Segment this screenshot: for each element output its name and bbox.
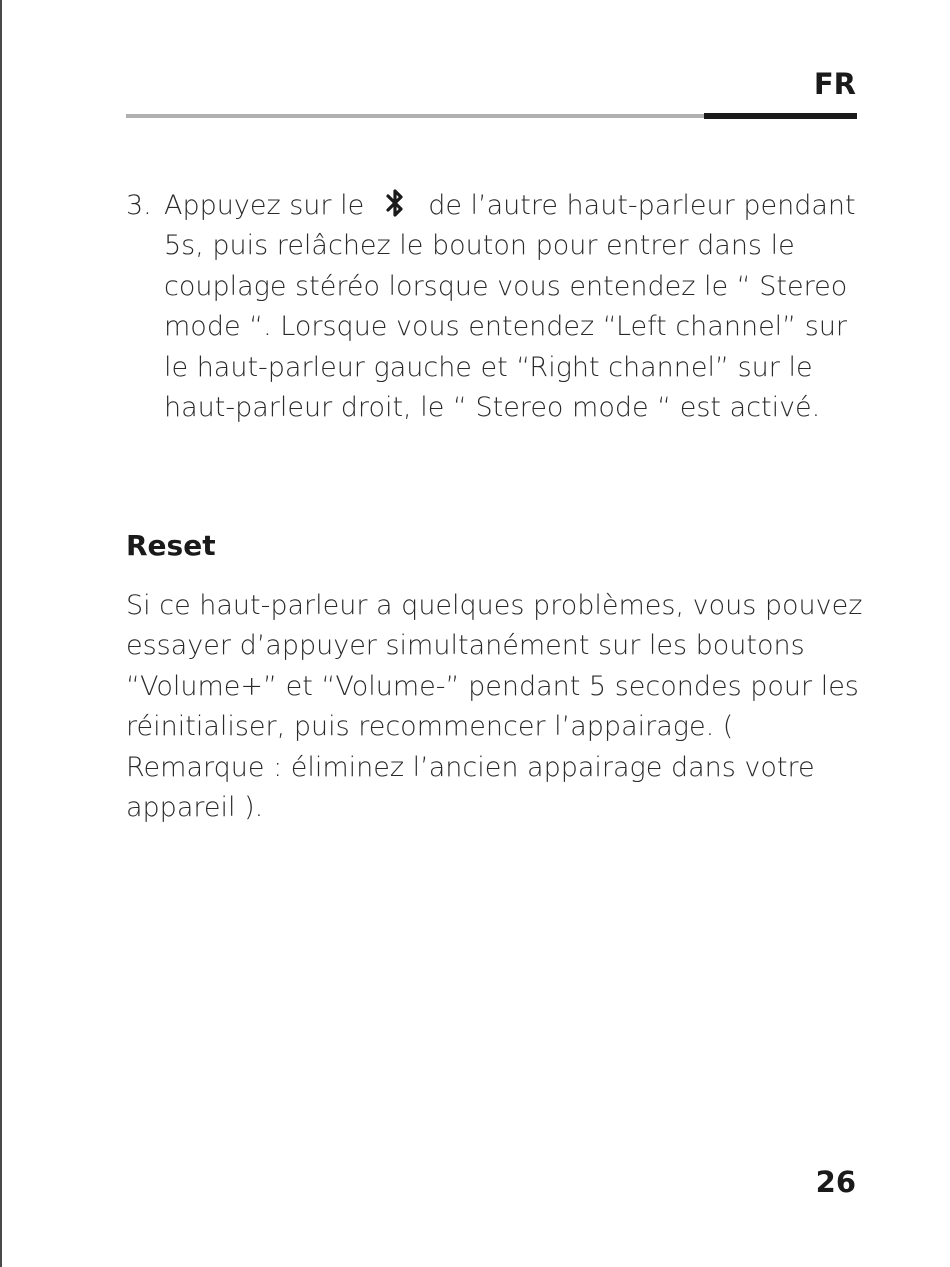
header-rule-light xyxy=(126,114,704,118)
page-number: 26 xyxy=(815,1165,856,1199)
reset-body-text: Si ce haut-parleur a quelques problèmes, vous pouvez essayer d’appuyer simultanément sur les boutons “Volume+” et “Volume-” pendant 5 secondes pour les réinitialiser, puis recommencer l’appairage. ( Remarque : éliminez l’ancien appairage dans votre appareil ). xyxy=(126,590,863,824)
step-text xyxy=(164,186,866,428)
step-number: 3. xyxy=(126,190,152,221)
reset-heading: Reset xyxy=(126,529,216,562)
step-text-before-icon: Appuyez sur le xyxy=(164,190,365,221)
step-text-after-icon: de l’autre haut-parleur pendant 5s, puis relâchez le bouton pour entrer dans le couplage stéréo lorsque vous entendez le “ Stereo mode “. Lorsque vous entendez “Left channel” sur le haut-parleur gauche et “Right channel” sur le haut-parleur droit, le “ Stereo mode “ est activé. xyxy=(164,190,856,424)
header-rule-dark xyxy=(704,113,857,119)
step-3 xyxy=(126,186,866,428)
language-code: FR xyxy=(813,67,856,101)
page-edge-line xyxy=(0,0,2,1267)
bluetooth-icon xyxy=(382,188,408,218)
